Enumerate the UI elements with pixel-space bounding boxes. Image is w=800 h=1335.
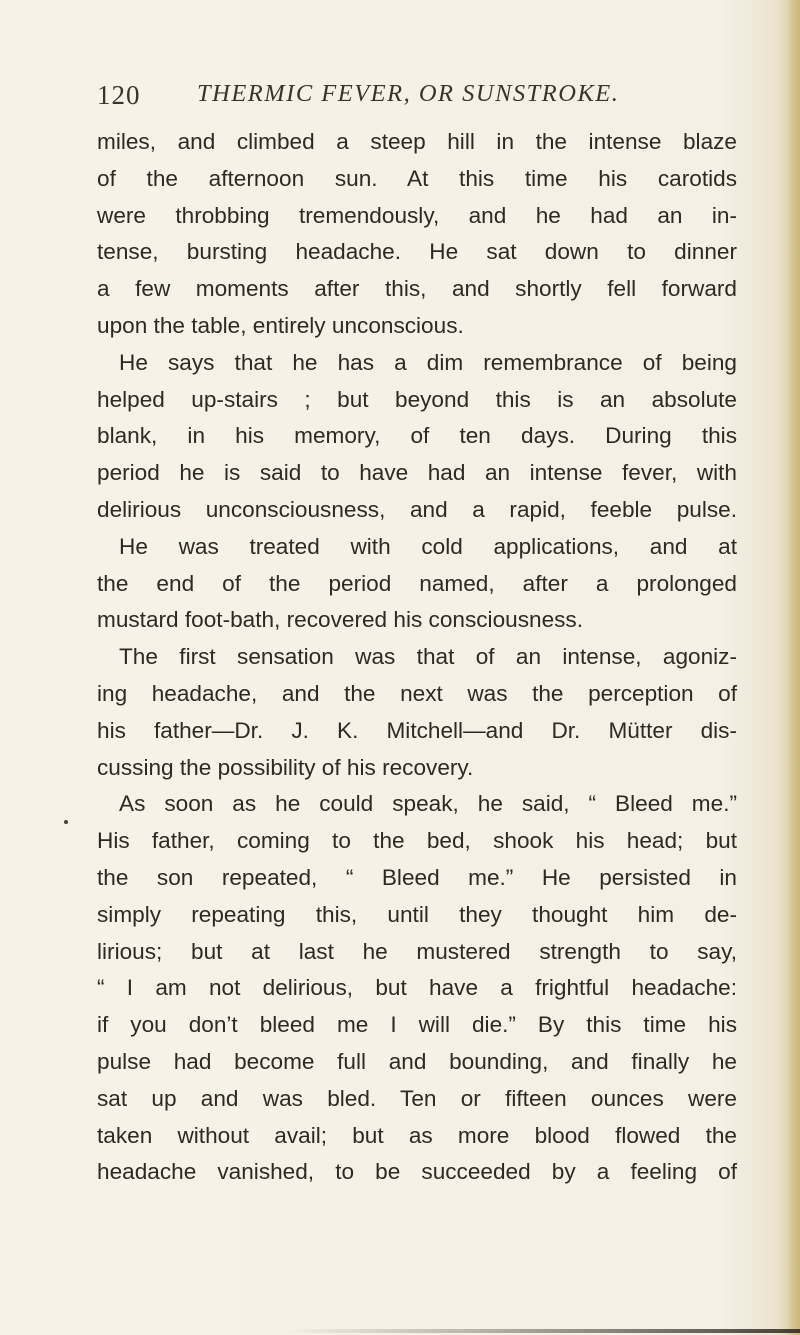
text-line: He says that he has a dim remembrance of being xyxy=(119,349,737,375)
text-line: blank, in his memory, of ten days. During this xyxy=(97,423,737,449)
text-line: tense, bursting headache. He sat down to dinner xyxy=(97,239,737,265)
text-line: simply repeating this, until they thought him de- xyxy=(97,901,737,927)
text-line: He was treated with cold applications, and at xyxy=(119,533,737,559)
text-line: helped up-stairs ; but beyond this is an absolute xyxy=(97,386,737,412)
text-line: The first sensation was that of an intense, agoniz- xyxy=(119,644,737,670)
text-line: As soon as he could speak, he said, “ Bleed me.” xyxy=(119,791,737,817)
text-line: the son repeated, “ Bleed me.” He persisted in xyxy=(97,864,737,890)
text-line: delirious unconsciousness, and a rapid, feeble pulse. xyxy=(97,496,737,522)
text-line: cussing the possibility of his recovery. xyxy=(97,754,474,780)
running-head xyxy=(97,80,737,120)
text-line: lirious; but at last he mustered strength to say, xyxy=(97,938,737,964)
text-line: ing headache, and the next was the perception of xyxy=(97,680,737,706)
text-line: his father—Dr. J. K. Mitchell—and Dr. Mütter dis- xyxy=(97,717,737,743)
text-line: of the afternoon sun. At this time his carotids xyxy=(97,165,737,191)
page-edge-shadow xyxy=(786,0,800,1335)
text-line: period he is said to have had an intense fever, with xyxy=(97,460,737,486)
text-line: sat up and was bled. Ten or fifteen ounces were xyxy=(97,1085,737,1111)
body-text xyxy=(97,124,737,1191)
text-line: miles, and climbed a steep hill in the intense blaze xyxy=(97,129,737,154)
page-number: 120 xyxy=(97,80,141,110)
text-line: “ I am not delirious, but have a frightful headache: xyxy=(97,975,737,1001)
margin-dot xyxy=(64,820,68,824)
text-line: pulse had become full and bounding, and finally he xyxy=(97,1048,737,1074)
text-line: His father, coming to the bed, shook his head; but xyxy=(97,828,737,854)
text-line: a few moments after this, and shortly fell forward xyxy=(97,276,737,302)
text-line: the end of the period named, after a prolonged xyxy=(97,570,737,596)
text-line: if you don’t bleed me I will die.” By this time his xyxy=(97,1012,737,1038)
text-line: headache vanished, to be succeeded by a feeling of xyxy=(97,1159,737,1185)
text-line: mustard foot-bath, recovered his consciousness. xyxy=(97,607,584,633)
text-line: upon the table, entirely unconscious. xyxy=(97,312,464,338)
text-line: taken without avail; but as more blood flowed the xyxy=(97,1122,737,1148)
text-line: were throbbing tremendously, and he had an in- xyxy=(97,202,737,228)
bottom-edge-rule xyxy=(285,1329,800,1333)
running-title: THERMIC FEVER, OR SUNSTROKE. xyxy=(197,80,620,107)
